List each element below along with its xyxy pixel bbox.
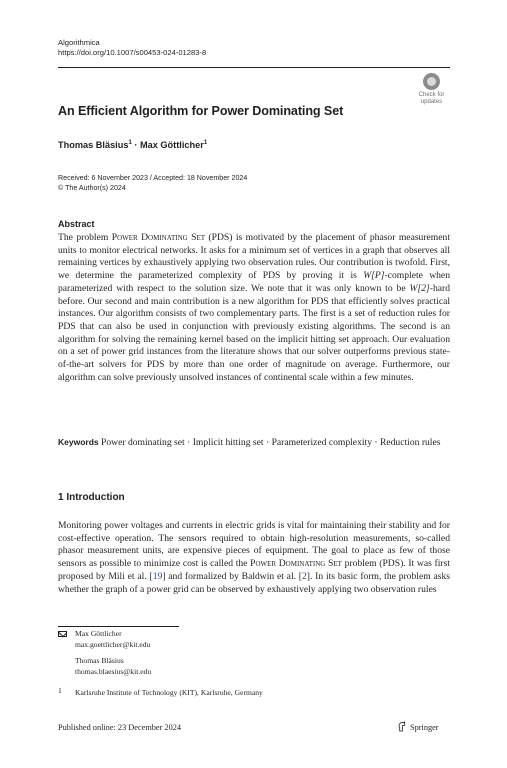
author-name: Max Göttlicher xyxy=(139,140,204,151)
affiliation-text: Karlsruhe Institute of Technology (KIT), Karlsruhe, Germany xyxy=(75,688,263,697)
affiliation-marker: 1 xyxy=(203,140,208,146)
intro-paragraph xyxy=(58,520,450,596)
contact-name: Thomas Bläsius xyxy=(75,656,124,665)
received-accepted: Received: 6 November 2023 / Accepted: 18 November 2024 xyxy=(58,174,248,182)
keywords-text: Power dominating set · Implicit hitting set · Parameterized complexity · Reduction rules xyxy=(101,437,441,448)
copyright-line: © The Author(s) 2024 xyxy=(58,183,126,192)
text-run: ] and formalized by Baldwin et al. [ xyxy=(162,570,302,582)
article-dates xyxy=(58,174,247,193)
coauthor-contact xyxy=(75,656,151,678)
author-name: Thomas Bläsius xyxy=(58,140,129,151)
text-run: (PDS) is motivated by the placement of phasor measurement units to monitor electrical networks. It asks for a minimum set of vertices in a graph that observes all remaining vertices by exhaustively applying two observation rules. Our contribution is twofold. First, we determine the parameterized complexity of PDS by proving it is xyxy=(58,232,450,282)
text-run: -complete when parameterized with respect to the solution size. We note that it was only known to be xyxy=(58,270,450,294)
contact-name: Max Göttlicher xyxy=(75,629,122,638)
keywords-label: Keywords xyxy=(58,437,99,447)
check-for-updates-badge[interactable] xyxy=(413,73,450,106)
contact-email[interactable]: thomas.blaesius@kit.edu xyxy=(75,666,152,676)
keywords xyxy=(58,436,450,450)
text-run: -hard before. Our second and main contribution is a new algorithm for PDS that efficiently solves practical instances. Our algorithm consists of two complementary parts. The first is a set of reduction rules for PDS that can also be used in conjunction with previously existing algorithms. The second is an algorithm for solving the remaining kernel based on the implicit hitting set approach. Our evaluation on a set of power grid instances from the literature shows that our solver outperforms previous state-of-the-art solvers for PDS by more than one order of magnitude on average. Furthermore, our algorithm can solve previously unsolved instances of continental scale within a few minutes. xyxy=(58,282,450,383)
section-heading: 1 Introduction xyxy=(58,492,125,503)
springer-horse-icon xyxy=(397,721,406,732)
badge-line1: Check for xyxy=(418,92,445,98)
author-separator: · xyxy=(131,140,140,151)
text-run: problem (PDS). It was first proposed by Mili et al. [ xyxy=(58,558,450,582)
citation-link[interactable]: 19 xyxy=(152,570,163,582)
journal-header xyxy=(58,38,206,59)
author-list xyxy=(58,140,207,150)
envelope-icon xyxy=(58,631,67,637)
math-class: W[P] xyxy=(363,270,385,282)
journal-name: Algorithmica xyxy=(58,38,100,47)
affiliation-number: 1 xyxy=(58,686,62,695)
badge-line2: updates xyxy=(420,98,443,105)
text-run: ]. In its basic form, the problem asks whether the graph of a power grid can be observed by exhaustively applying two observation rules xyxy=(58,570,450,595)
abstract-heading: Abstract xyxy=(58,219,95,229)
corresponding-author xyxy=(75,629,150,651)
paper-title: An Efficient Algorithm for Power Dominating Set xyxy=(58,104,344,118)
doi-link[interactable]: https://doi.org/10.1007/s00453-024-01283-8 xyxy=(58,48,207,58)
affiliation-marker: 1 xyxy=(128,140,132,146)
math-class: W[2] xyxy=(409,282,430,294)
publisher-name: Springer xyxy=(410,723,439,732)
text-run: The problem xyxy=(58,232,112,243)
footnote-rule xyxy=(58,626,179,627)
check-updates-icon xyxy=(423,73,440,90)
citation-link[interactable]: 2 xyxy=(302,570,307,582)
problem-name: Power Dominating Set xyxy=(250,558,342,570)
header-rule xyxy=(58,67,450,68)
text-run: Monitoring power voltages and currents in electric grids is vital for maintaining their stability and for cost-effective operation. The sensors required to obtain high-resolution measurements, so-called phasor measurement units, are expensive pieces of equipment. The goal to place as few of those sensors as possible to minimize cost is called the xyxy=(58,520,450,570)
published-date: Published online: 23 December 2024 xyxy=(58,723,182,732)
abstract-body xyxy=(58,232,450,384)
contact-email[interactable]: max.goettlicher@kit.edu xyxy=(75,639,151,649)
problem-name: Power Dominating Set xyxy=(111,232,205,243)
